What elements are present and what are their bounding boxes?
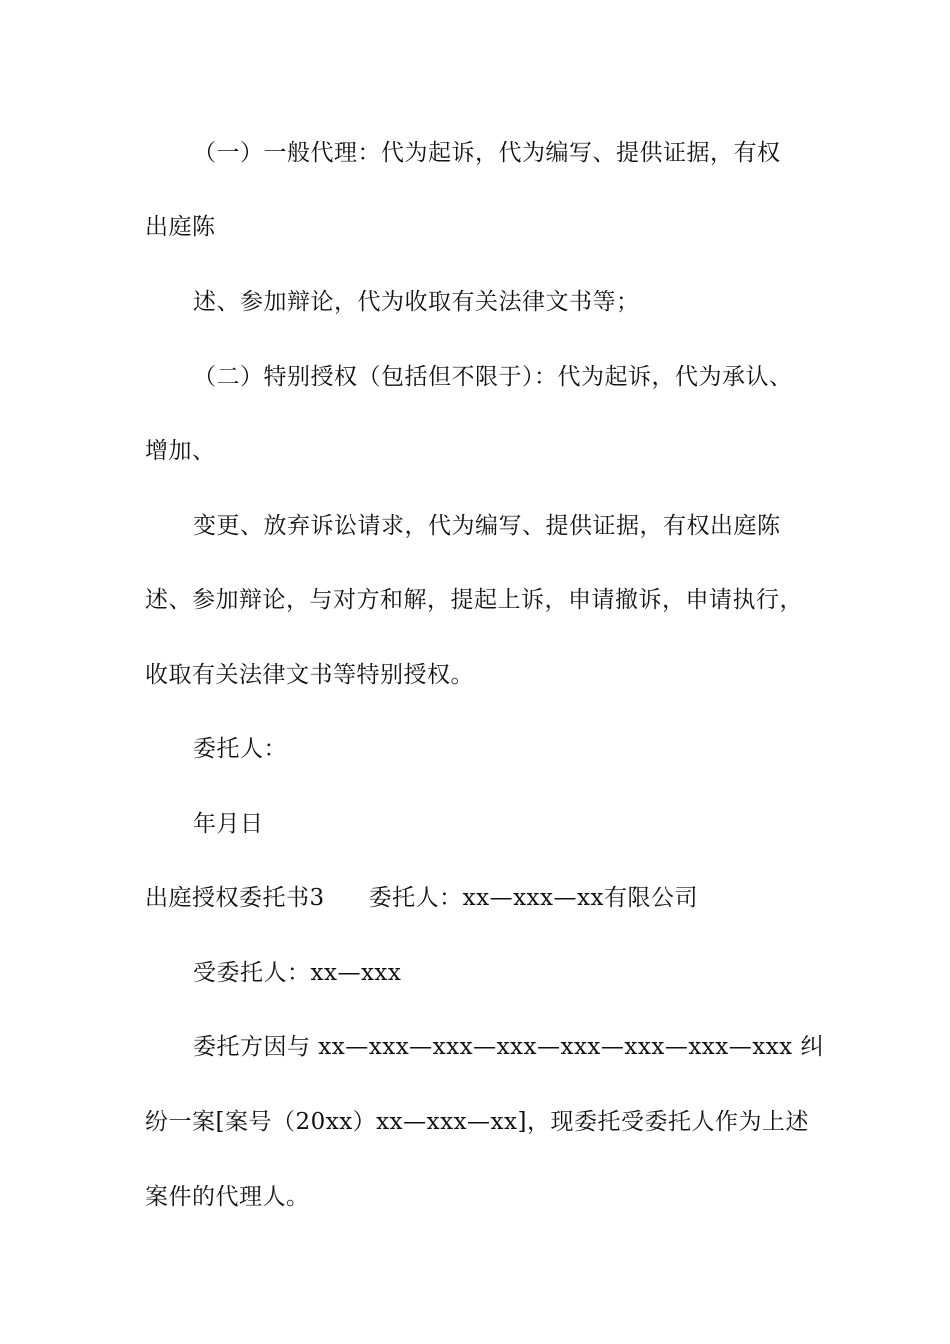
client-signature-label: 委托人： — [193, 736, 287, 762]
trustee-name: 受委托人：xx—xxx — [193, 960, 402, 986]
document-heading — [145, 883, 698, 913]
paragraph-special-authorization-cont-2: 变更、放弃诉讼请求，代为编写、提供证据，有权出庭陈 — [193, 513, 781, 539]
paragraph-general-agency: （一）一般代理：代为起诉，代为编写、提供证据，有权 — [193, 140, 781, 166]
case-paragraph-line-2: 纷一案[案号（20xx）xx—xxx—xx]，现委托受委托人作为上述 — [145, 1109, 809, 1135]
paragraph-special-authorization: （二）特别授权（包括但不限于）：代为起诉，代为承认、 — [193, 364, 793, 390]
client-name: 委托人：xx—xxx—xx有限公司 — [368, 885, 698, 911]
paragraph-special-authorization-cont-4: 收取有关法律文书等特别授权。 — [145, 662, 474, 688]
document-title: 出庭授权委托书3 — [145, 885, 325, 911]
paragraph-special-authorization-cont: 增加、 — [145, 438, 216, 464]
paragraph-general-agency-cont: 出庭陈 — [145, 214, 216, 240]
paragraph-special-authorization-cont-3: 述、参加辩论，与对方和解，提起上诉，申请撤诉，申请执行， — [145, 587, 803, 613]
date-label: 年月日 — [193, 811, 264, 837]
paragraph-general-agency-cont-2: 述、参加辩论，代为收取有关法律文书等； — [193, 289, 640, 315]
case-paragraph-line-3: 案件的代理人。 — [145, 1184, 310, 1210]
case-paragraph-line-1: 委托方因与 xx—xxx—xxx—xxx—xxx—xxx—xxx—xxx 纠 — [193, 1034, 824, 1060]
